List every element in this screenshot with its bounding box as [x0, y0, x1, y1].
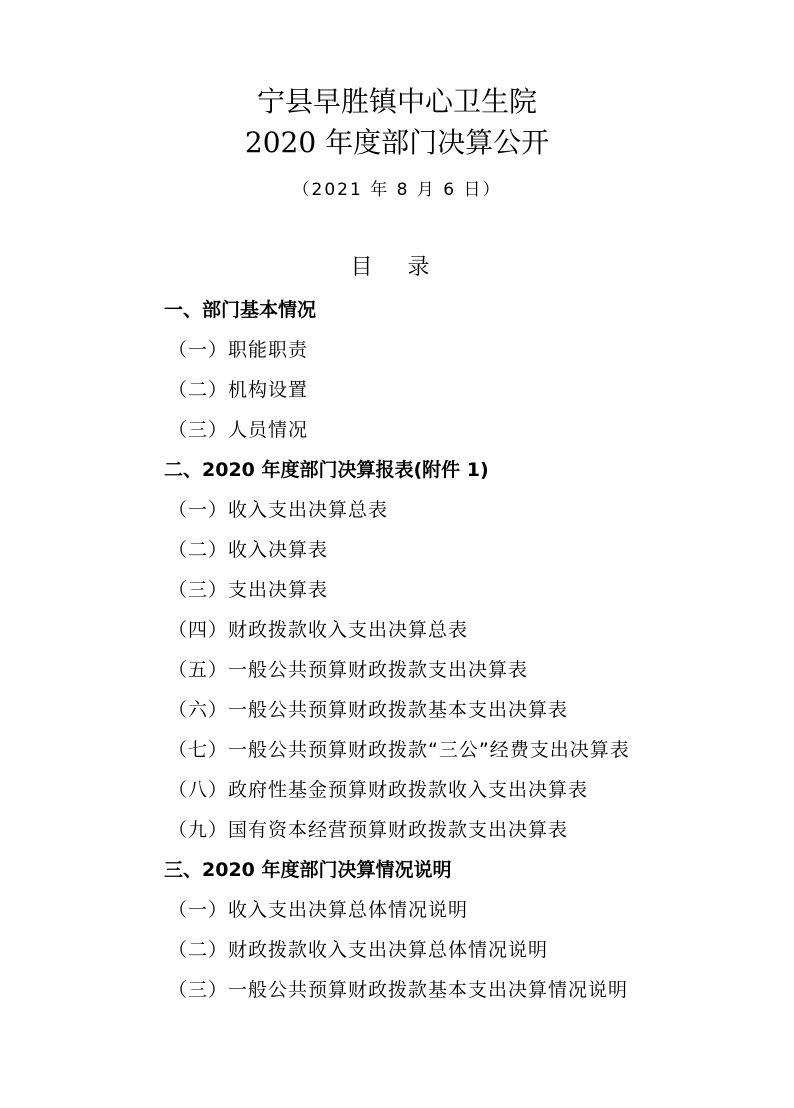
toc-item: （七）一般公共预算财政拨款“三公”经费支出决算表	[168, 739, 630, 761]
toc-item: （四）财政拨款收入支出决算总表	[168, 619, 469, 641]
table-of-contents	[164, 290, 764, 1010]
toc-item: （三）支出决算表	[168, 579, 329, 601]
toc-item: （二）收入决算表	[168, 539, 329, 561]
document-date: （2021 年 8 月 6 日）	[292, 180, 502, 200]
toc-section-heading: 一、部门基本情况	[164, 299, 317, 321]
toc-item: （六）一般公共预算财政拨款基本支出决算表	[168, 699, 569, 721]
toc-section-heading: 二、2020 年度部门决算报表(附件 1)	[164, 459, 489, 481]
toc-item: （三）人员情况	[168, 419, 309, 441]
document-title-line-1: 宁县早胜镇中心卫生院	[256, 85, 537, 118]
toc-item: （二）机构设置	[168, 379, 309, 401]
toc-heading: 目 录	[350, 255, 444, 280]
toc-item: （一）职能职责	[168, 339, 309, 361]
toc-item: （二）财政拨款收入支出决算总体情况说明	[168, 939, 549, 961]
toc-item: （一）收入支出决算总体情况说明	[168, 899, 469, 921]
toc-item: （五）一般公共预算财政拨款支出决算表	[168, 659, 529, 681]
toc-item: （八）政府性基金预算财政拨款收入支出决算表	[168, 779, 589, 801]
toc-item: （三）一般公共预算财政拨款基本支出决算情况说明	[168, 979, 629, 1001]
toc-item: （九）国有资本经营预算财政拨款支出决算表	[168, 819, 569, 841]
toc-item: （一）收入支出决算总表	[168, 499, 389, 521]
toc-section-heading: 三、2020 年度部门决算情况说明	[164, 859, 452, 881]
document-title-line-2: 2020 年度部门决算公开	[244, 126, 550, 159]
